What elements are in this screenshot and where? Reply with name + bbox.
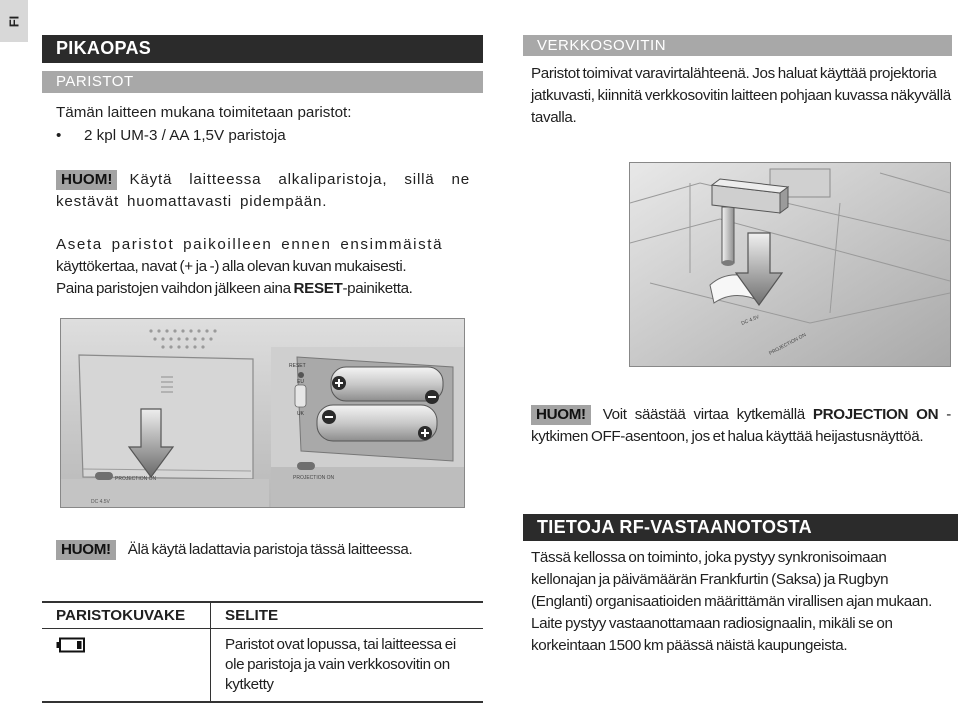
table-header-description: SELITE [211, 602, 484, 629]
battery-bullet-item: • 2 kpl UM-3 / AA 1,5V paristoja [56, 125, 476, 147]
adapter-projection-label: PROJECTION ON [768, 332, 808, 357]
rf-header: TIETOJA RF-VASTAANOTOSTA [523, 514, 958, 541]
batteries-header: PARISTOT [42, 71, 483, 93]
note-label: HUOM! [531, 405, 591, 425]
adapter-dc-label: DC 4.5V [740, 314, 761, 327]
switch-top-label: EU [297, 379, 304, 385]
note-projection: HUOM! Voit säästää virtaa kytkemällä PROJECTION ON -kytkimen OFF-asentoon, jos et halua käyttää heijastusnäyttöä. [531, 406, 952, 445]
bullet-dot: • [56, 127, 62, 144]
adapter-text: Paristot toimivat varavirtalähteenä. Jos haluat käyttää projektoria jatkuvasti, kiinnitä verkkosovitin laitteen pohjaan kuvassa näkyvällä tavalla. [531, 65, 951, 126]
battery-low-icon [56, 637, 86, 653]
left-dc-label: DC 4.5V [91, 499, 110, 505]
note-rechargeable: HUOM! Älä käytä ladattavia paristoja tässä laitteessa. [56, 539, 476, 561]
batteries-intro [56, 102, 476, 147]
rf-text: Tässä kellossa on toiminto, joka pystyy synkronisoimaan kellonajan ja päivämäärän Frankfurtin (Saksa) ja Rugbyn (Englanti) organisaatioiden määrittämän virallisen ajan mukaan. Laite pystyy vastaanottamaan radiosignaalin, mikäli se on korkeintaan 1500 km päässä näistä kaupungeista. [531, 549, 932, 654]
table-header-icon: PARISTOKUVAKE [42, 602, 211, 629]
left-projection-label: PROJECTION ON [115, 476, 157, 482]
language-tab-label: FI [6, 15, 22, 27]
batteries-intro-text: Tämän laitteen mukana toimitetaan paristot: [56, 104, 352, 121]
quick-guide-title: PIKAOPAS [42, 35, 483, 63]
battery-low-description: Paristot ovat lopussa, tai laitteessa ei ole paristoja ja vain verkkosovitin on kytketty [211, 629, 484, 703]
adapter-header: VERKKOSOVITIN [523, 35, 952, 56]
table-row [42, 629, 483, 703]
battery-icon-table [42, 601, 483, 703]
battery-installation-figure [60, 318, 465, 508]
adapter-connection-figure [629, 162, 951, 367]
note-label: HUOM! [56, 540, 116, 560]
switch-bottom-label: UK [297, 411, 304, 417]
note-alkaline: HUOM! Käytä laitteessa alkaliparistoja, sillä ne kestävät huomattavasti pidempään. [56, 171, 470, 210]
battery-installation-drawing [61, 319, 464, 507]
language-tab [0, 0, 28, 42]
reset-label: RESET [289, 363, 306, 369]
right-projection-label: PROJECTION ON [293, 475, 335, 481]
adapter-connection-drawing [630, 163, 950, 366]
note-label: HUOM! [56, 170, 117, 190]
insert-instructions: Aseta paristot paikoilleen ennen ensimmäistä käyttökertaa, navat (+ ja -) alla olevan kuvan mukaisesti. Paina paristojen vaihdon jälkeen aina RESET-painiketta. [56, 236, 444, 297]
